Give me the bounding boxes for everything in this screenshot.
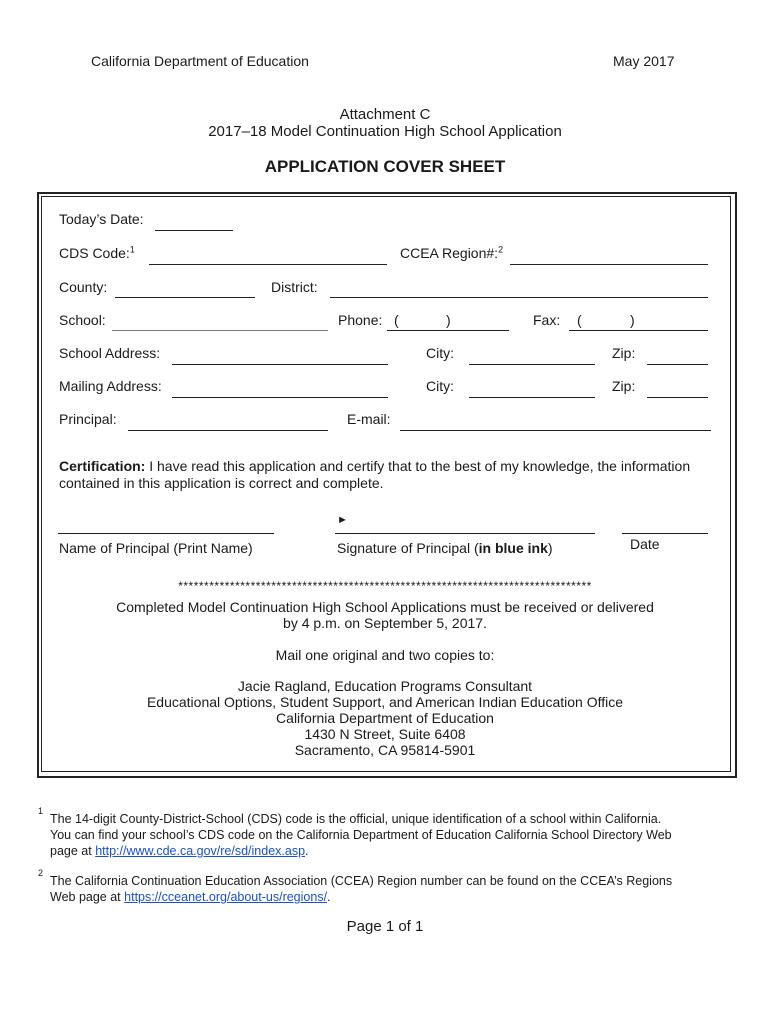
footnote-ref-2: 2 <box>498 244 504 255</box>
school-address-label: School Address: <box>59 345 161 361</box>
phone-close-paren: ) <box>446 312 451 328</box>
deadline-line-1: Completed Model Continuation High School Applications must be received or delivered <box>116 599 654 615</box>
signature-arrow-icon: ► <box>337 514 348 526</box>
mailing-city-field[interactable] <box>469 397 595 398</box>
certification-text: Certification: I have read this application and certify that to the best of my knowledge, the information <box>59 458 691 474</box>
district-label: District: <box>271 279 318 295</box>
ccea-region-label: CCEA Region#:$^2$ <box>400 244 504 261</box>
date-label: Date <box>630 536 660 552</box>
fax-open-paren: ( <box>577 312 582 328</box>
footnote-1: The 14-digit County-District-School (CDS) code is the official, unique identification of a school within California. You can find your school’s CDS code on the California Department of Education California School Directory Web page at http://www.cde.ca.gov/re/sd/index.asp. <box>50 812 672 858</box>
fax-field[interactable] <box>569 330 708 331</box>
principal-print-name-field[interactable] <box>58 533 274 534</box>
mailing-zip-label: Zip: <box>612 378 636 394</box>
school-city-label: City: <box>426 345 454 361</box>
school-address-field[interactable] <box>172 364 388 365</box>
phone-field[interactable] <box>387 330 509 331</box>
mailing-address-label: Mailing Address: <box>59 378 162 394</box>
phone-label: Phone: <box>338 312 383 328</box>
certification-text-line2: contained in this application is correct and complete. <box>59 475 384 491</box>
header-org: California Department of Education <box>91 53 309 69</box>
address-line-2: Educational Options, Student Support, and American Indian Education Office <box>146 694 624 710</box>
email-label: E-mail: <box>347 411 391 427</box>
page-number: Page 1 of 1 <box>346 918 424 935</box>
address-line-3: California Department of Education <box>276 710 494 726</box>
footnote-2: The California Continuation Education Association (CCEA) Region number can be found on the CCEA’s Regions Web page at https://cceanet.org/about-us/regions/. <box>50 874 673 904</box>
address-line-4: 1430 N Street, Suite 6408 <box>304 726 466 742</box>
footnote-2-number: 2 <box>38 868 44 878</box>
school-city-field[interactable] <box>469 364 595 365</box>
school-label: School: <box>59 312 106 328</box>
todays-date-label: Today’s Date: <box>59 211 144 227</box>
address-line-1: Jacie Ragland, Education Programs Consultant <box>237 678 533 694</box>
email-field[interactable] <box>400 430 711 431</box>
phone-open-paren: ( <box>394 312 399 328</box>
school-field[interactable] <box>112 330 328 331</box>
mailing-zip-field[interactable] <box>647 397 708 398</box>
deadline-line-2: by 4 p.m. on September 5, 2017. <box>283 615 487 631</box>
address-line-5: Sacramento, CA 95814-5901 <box>294 742 476 758</box>
principal-signature-field[interactable] <box>335 533 595 534</box>
cds-directory-link[interactable]: http://www.cde.ca.gov/re/sd/index.asp <box>95 844 306 858</box>
program-title: 2017–18 Model Continuation High School Application <box>208 123 562 140</box>
principal-field[interactable] <box>128 430 328 431</box>
county-field[interactable] <box>115 297 255 298</box>
attachment-title: Attachment C <box>339 106 431 123</box>
signature-label: Signature of Principal (in blue ink) <box>337 540 553 556</box>
school-zip-label: Zip: <box>612 345 636 361</box>
header-date: May 2017 <box>613 53 675 69</box>
signature-date-field[interactable] <box>622 533 708 534</box>
ccea-region-field[interactable] <box>510 264 708 265</box>
district-field[interactable] <box>330 297 708 298</box>
fax-label: Fax: <box>533 312 561 328</box>
certification-label: Certification: <box>59 458 146 474</box>
cds-code-label: CDS Code:$^1$ <box>59 244 135 261</box>
cds-code-field[interactable] <box>149 264 387 265</box>
mail-instruction: Mail one original and two copies to: <box>275 647 495 663</box>
mailing-address-field[interactable] <box>172 397 388 398</box>
print-name-label: Name of Principal (Print Name) <box>59 540 253 556</box>
star-divider: ******************************************************************************** <box>178 579 592 593</box>
school-zip-field[interactable] <box>647 364 708 365</box>
footnote-ref-1: 1 <box>129 244 135 255</box>
todays-date-field[interactable] <box>155 230 233 231</box>
page-title: APPLICATION COVER SHEET <box>264 157 506 176</box>
mailing-city-label: City: <box>426 378 454 394</box>
footnote-1-number: 1 <box>38 806 44 816</box>
county-label: County: <box>59 279 108 295</box>
principal-label: Principal: <box>59 411 117 427</box>
ccea-regions-link[interactable]: https://cceanet.org/about-us/regions/ <box>124 890 328 904</box>
fax-close-paren: ) <box>630 312 635 328</box>
